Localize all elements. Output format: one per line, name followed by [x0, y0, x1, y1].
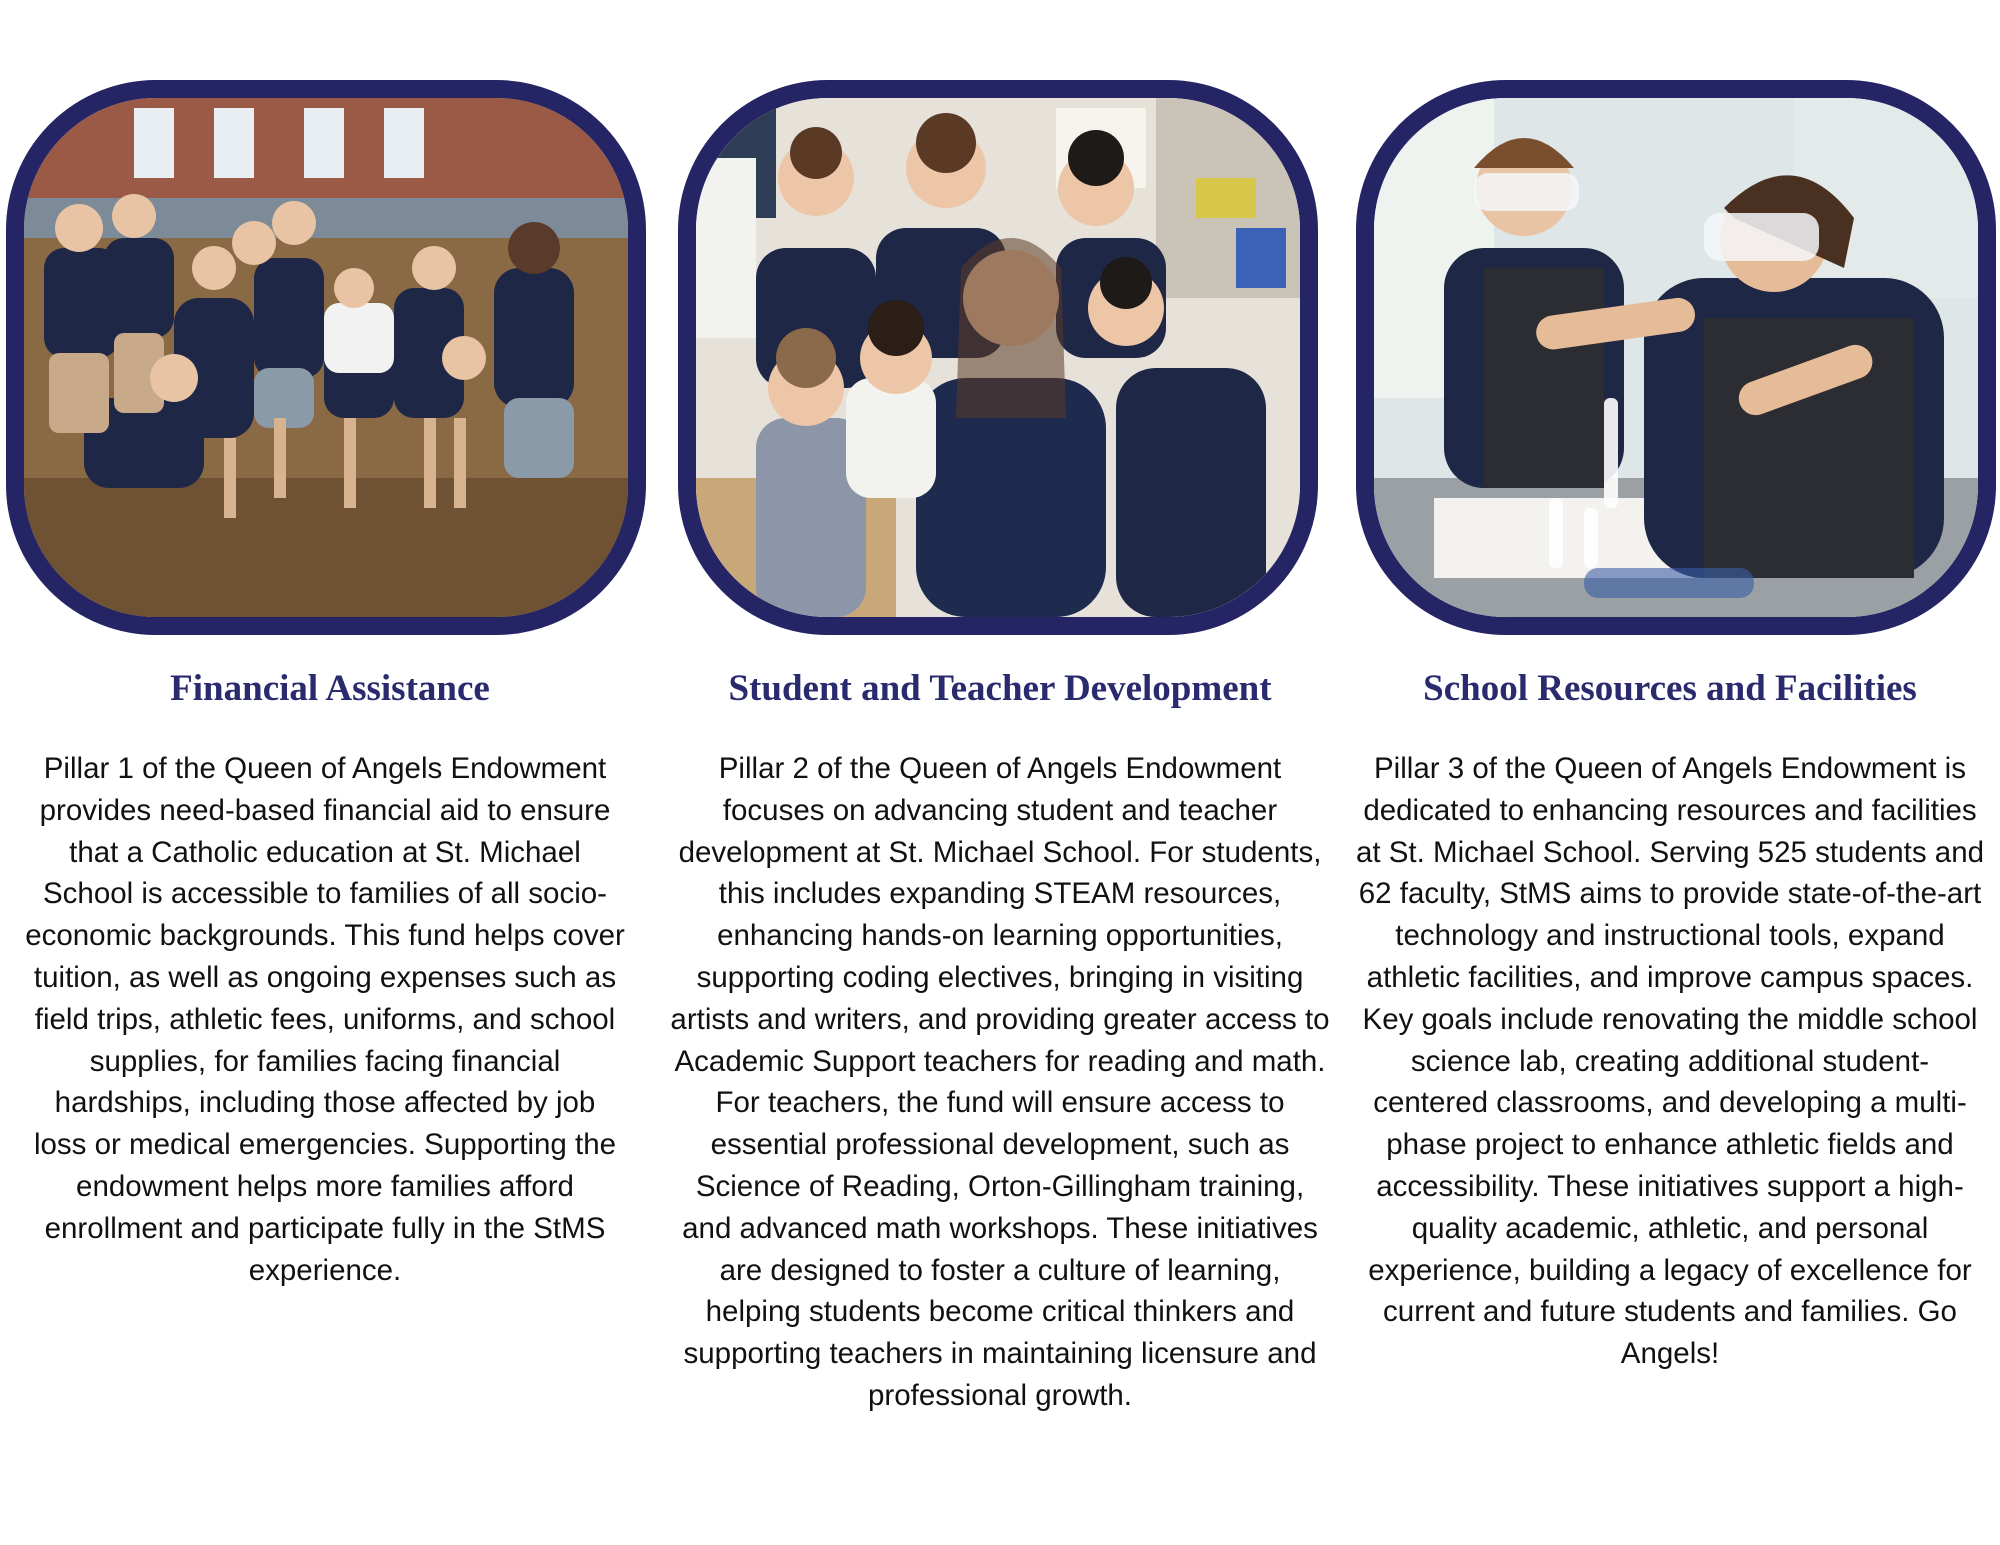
pillar-description: Pillar 2 of the Queen of Angels Endowment focuses on advancing student and teacher development at St. Michael School. For students, this includes expanding STEAM resources, enhancing hands-on learning opportunities, supporting coding electives, bringing in visiting artists and writers, and providing greater access to Academic Support teachers for reading and math. For teachers, the fund will ensure access to essential professional development, such as Science of Reading, Orton-Gillingham training, and advanced math workshops. These initiatives are designed to foster a culture of learning, helping students become critical thinkers and supporting teachers in maintaining licensure and professional growth.: [670, 752, 1330, 1412]
teacher-with-students-classroom-photo: [678, 80, 1318, 635]
pillar-description: Pillar 3 of the Queen of Angels Endowment is dedicated to enhancing resources and facilities at St. Michael School. Serving 525 students and 62 faculty, StMS aims to provide state-of-the-art technology and instructional tools, expand athletic facilities, and improve campus spaces. Key goals include renovating the middle school science lab, creating additional student-centered classrooms, and developing a multi-phase project to enhance athletic fields and accessibility. These initiatives support a high-quality academic, athletic, and personal experience, building a legacy of excellence for current and future students and families. Go Angels!: [1355, 752, 1985, 1371]
pillar-title: Financial Assistance: [170, 668, 490, 709]
pillar-student-teacher-development: [670, 0, 1330, 1545]
pillar-school-resources-facilities: [1340, 0, 2000, 1545]
pillar-title: School Resources and Facilities: [1423, 668, 1917, 709]
pillar-title: Student and Teacher Development: [728, 668, 1272, 709]
students-group-playground-photo: [6, 80, 646, 635]
students-science-lab-photo: [1356, 80, 1996, 635]
pillar-financial-assistance: [0, 0, 660, 1545]
pillar-description: Pillar 1 of the Queen of Angels Endowment provides need-based financial aid to ensure that a Catholic education at St. Michael School is accessible to families of all socio-economic backgrounds. This fund helps cover tuition, as well as ongoing expenses such as field trips, athletic fees, uniforms, and school supplies, for families facing financial hardships, including those affected by job loss or medical emergencies. Supporting the endowment helps more families afford enrollment and participate fully in the StMS experience.: [25, 752, 625, 1287]
